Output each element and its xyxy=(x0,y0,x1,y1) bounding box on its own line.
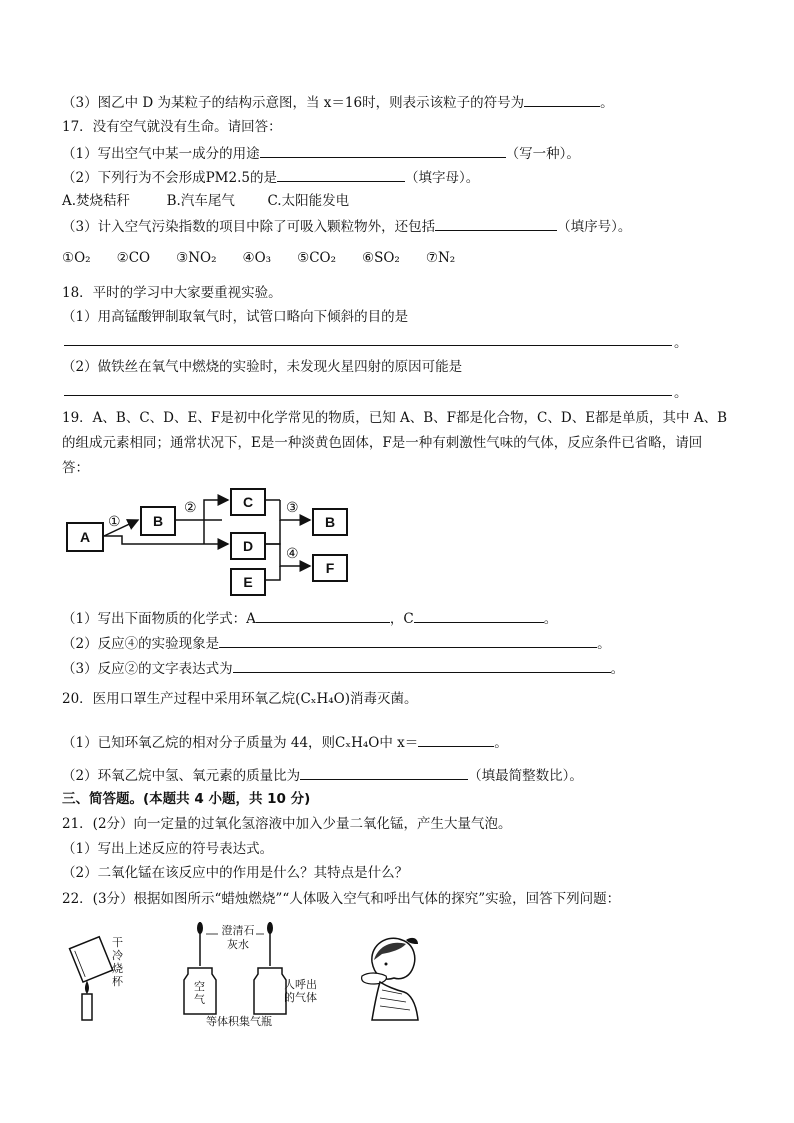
q19-a-blank[interactable] xyxy=(256,608,390,623)
q17-item: ①O₂ xyxy=(62,250,91,266)
q20-part2: （2）环氧乙烷中氢、氧元素的质量比为 （填最简整数比）。 xyxy=(62,765,583,785)
child-breathing-figure xyxy=(352,932,432,1024)
q19-c-blank[interactable] xyxy=(414,608,544,623)
q16-part3-text: （3）图乙中 D 为某粒子的结构示意图，当 x＝16时，则表示该粒子的符号为 xyxy=(62,95,525,111)
q17-item: ⑦N₂ xyxy=(425,250,456,266)
q17-part1: （1）写出空气中某一成分的用途 （写一种）。 xyxy=(62,143,580,163)
node-e: E xyxy=(230,568,266,596)
q16-part3: （3）图乙中 D 为某粒子的结构示意图，当 x＝16时，则表示该粒子的符号为 。 xyxy=(62,92,614,112)
node-d: D xyxy=(230,532,266,560)
q17-stem: 17．没有空气就没有生命。请回答： xyxy=(62,119,282,135)
q17-item: ⑤CO₂ xyxy=(297,250,337,266)
q17-part2: （2）下列行为不会形成PM2.5的是 （填字母）。 xyxy=(62,167,479,187)
exhaled-label: 人呼出的气体 xyxy=(284,978,317,1004)
node-c: C xyxy=(230,488,266,516)
q20-ratio-blank[interactable] xyxy=(300,765,468,780)
q19-p3-blank[interactable] xyxy=(233,658,611,673)
q17-part3: （3）计入空气污染指数的项目中除了可吸入颗粒物外，还包括 （填序号）。 xyxy=(62,216,631,236)
q18-p2-answer-line[interactable] xyxy=(64,395,672,396)
bottles-caption: 等体积集气瓶 xyxy=(206,1015,272,1028)
child-drawing xyxy=(352,932,432,1024)
q17-item: ②CO xyxy=(116,250,151,266)
q17-option-c: C.太阳能发电 xyxy=(267,193,350,209)
air-label: 空气 xyxy=(194,980,205,1006)
node-f: F xyxy=(312,554,348,582)
q17-item: ③NO₂ xyxy=(176,250,217,266)
q20-x-blank[interactable] xyxy=(418,732,494,747)
reaction-3-label: ③ xyxy=(286,500,299,516)
node-b1: B xyxy=(140,506,176,536)
q22-stem: 22．(3分）根据如图所示“蜡烛燃烧”“人体吸入空气和呼出气体的探究”实验，回答下列问题： xyxy=(62,891,621,907)
q18-part1: （1）用高锰酸钾制取氧气时，试管口略向下倾斜的目的是 xyxy=(62,309,409,325)
q19-part1: （1）写出下面物质的化学式：A ，C 。 xyxy=(62,608,557,628)
q17-p3-blank[interactable] xyxy=(435,216,557,231)
limewater-label: 澄清石灰水 xyxy=(221,924,255,951)
q18-p1-answer-line[interactable] xyxy=(64,345,672,346)
q17-items xyxy=(62,249,455,267)
q19-part3: （3）反应②的文字表达式为 。 xyxy=(62,658,624,678)
diagram-arrows xyxy=(62,484,352,596)
q20-stem: 20．医用口罩生产过程中采用环氧乙烷(CₓH₄O)消毒灭菌。 xyxy=(62,691,418,707)
q17-p1-blank[interactable] xyxy=(260,143,506,158)
q18-stem: 18．平时的学习中大家要重视实验。 xyxy=(62,285,282,301)
candle-beaker-drawing xyxy=(68,932,138,1024)
q17-item: ④O₃ xyxy=(242,250,272,266)
reaction-1-label: ① xyxy=(108,514,121,530)
q19-stem-line3: 答： xyxy=(62,460,89,476)
section-3-heading: 三、简答题。(本题共 4 小题，共 10 分) xyxy=(62,791,311,807)
q17-options xyxy=(62,192,349,210)
q19-stem-line1: 19．A、B、C、D、E、F是初中化学常见的物质，已知 A、B、F都是化合物，C、D、E都是单质，其中 A、B xyxy=(62,410,728,426)
q17-option-a: A.焚烧秸秆 xyxy=(62,193,131,209)
cup-label: 干冷烧杯 xyxy=(112,936,123,988)
q19-p2-blank[interactable] xyxy=(219,633,597,648)
q19-part2: （2）反应④的实验现象是 。 xyxy=(62,633,611,653)
q18-part2: （2）做铁丝在氧气中燃烧的实验时，未发现火星四射的原因可能是 xyxy=(62,359,463,375)
q16-answer-blank[interactable] xyxy=(524,92,600,107)
q21-stem: 21．(2分）向一定量的过氧化氢溶液中加入少量二氧化锰，产生大量气泡。 xyxy=(62,816,512,832)
q17-option-b: B.汽车尾气 xyxy=(166,193,235,209)
node-b2: B xyxy=(312,508,348,536)
reaction-4-label: ④ xyxy=(286,546,299,562)
q17-p2-blank[interactable] xyxy=(277,167,405,182)
q20-part1: （1）已知环氧乙烷的相对分子质量为 44，则CₓH₄O中 x＝ 。 xyxy=(62,732,508,752)
q21-part1: （1）写出上述反应的符号表达式。 xyxy=(62,841,274,857)
candle-beaker-figure xyxy=(68,932,138,1024)
q17-item: ⑥SO₂ xyxy=(362,250,400,266)
gas-bottles-figure xyxy=(166,918,326,1028)
q19-flow-diagram xyxy=(62,484,352,596)
q21-part2: （2）二氧化锰在该反应中的作用是什么？其特点是什么？ xyxy=(62,865,409,881)
reaction-2-label: ② xyxy=(184,500,197,516)
node-a: A xyxy=(66,522,104,552)
q19-stem-line2: 的组成元素相同；通常状况下，E是一种淡黄色固体，F是一种有刺激性气味的气体，反应条件已省略，请回 xyxy=(62,435,703,451)
